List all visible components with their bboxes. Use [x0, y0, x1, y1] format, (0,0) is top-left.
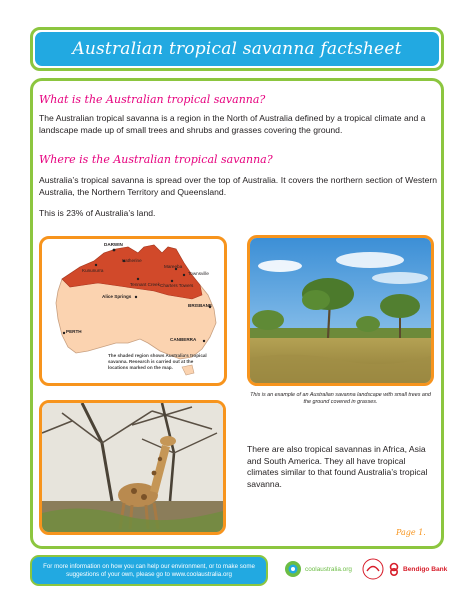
- partner-badge-icon: [362, 558, 386, 580]
- label-tennant-creek: Tennant Creek: [130, 282, 160, 287]
- bendigo-bank-logo[interactable]: [388, 558, 448, 580]
- bendigo-bank-icon: [388, 562, 400, 576]
- page-number: Page 1.: [396, 528, 426, 537]
- label-townsville: Townsville: [188, 271, 209, 276]
- cool-australia-text: coolaustralia.org: [305, 565, 352, 573]
- giraffe-photo: [39, 400, 226, 535]
- photo-caption: This is an example of an Australian savanna landscape with small trees and the ground covered in grasses.: [250, 392, 431, 405]
- footer-box: [30, 555, 268, 586]
- cool-australia-logo[interactable]: [284, 558, 366, 580]
- label-kununurra: Kununurra: [82, 268, 104, 273]
- footer-text[interactable]: For more information on how you can help our environment, or to make some suggestions of your own, please go to www.coolaustralia.org: [43, 562, 255, 578]
- map-note: The shaded region shows Australia’s tropical savanna. Research is carried out at the locations marked on the map.: [108, 353, 207, 370]
- savanna-map: [39, 236, 227, 386]
- charters-towers-marker: [171, 280, 173, 282]
- perth-marker: [63, 332, 65, 334]
- label-katherine: Katherine: [122, 258, 142, 263]
- canberra-marker: [203, 340, 205, 342]
- cool-australia-icon: [284, 560, 302, 578]
- giraffe-illustration: [42, 403, 223, 532]
- label-canberra: CANBERRA: [170, 337, 197, 342]
- landscape-illustration: [250, 238, 431, 383]
- section1-heading: What is the Australian tropical savanna?: [39, 93, 266, 106]
- label-mareeba: Mareeba: [164, 264, 183, 269]
- section2-heading: Where is the Australian tropical savanna?: [39, 153, 273, 166]
- townsville-marker: [183, 274, 185, 276]
- title-banner: [30, 27, 444, 71]
- darwin-marker: [113, 249, 116, 252]
- kununurra-marker: [95, 264, 97, 266]
- page-title: Australian tropical savanna factsheet: [72, 39, 402, 59]
- other-savannas-text: There are also tropical savannas in Africa, Asia and South America. They all have tropical climates similar to that found Australia’s tropical savanna.: [247, 444, 428, 489]
- label-darwin: DARWIN: [104, 242, 123, 247]
- tennant-creek-marker: [137, 278, 139, 280]
- savanna-landscape-photo: [247, 235, 434, 386]
- title-banner-fill: [35, 32, 439, 66]
- section2-fact: This is 23% of Australia’s land.: [39, 208, 156, 218]
- label-brisbane: BRISBANE: [188, 303, 212, 308]
- section2-body: Australia’s tropical savanna is spread over the top of Australia. It covers the northern section of Western Australia, the Northern Territory and Queensland.: [39, 175, 437, 197]
- label-charters-towers: Charters Towers: [160, 283, 194, 288]
- bendigo-bank-text: Bendigo Bank: [403, 565, 448, 573]
- label-perth: PERTH: [66, 329, 82, 334]
- section1-body: The Australian tropical savanna is a region in the North of Australia defined by a tropical climate and a landscape made up of small trees and shrubs and grasses covering the ground.: [39, 113, 426, 135]
- label-alice-springs: Alice Springs: [102, 294, 132, 299]
- alice-springs-marker: [135, 296, 137, 298]
